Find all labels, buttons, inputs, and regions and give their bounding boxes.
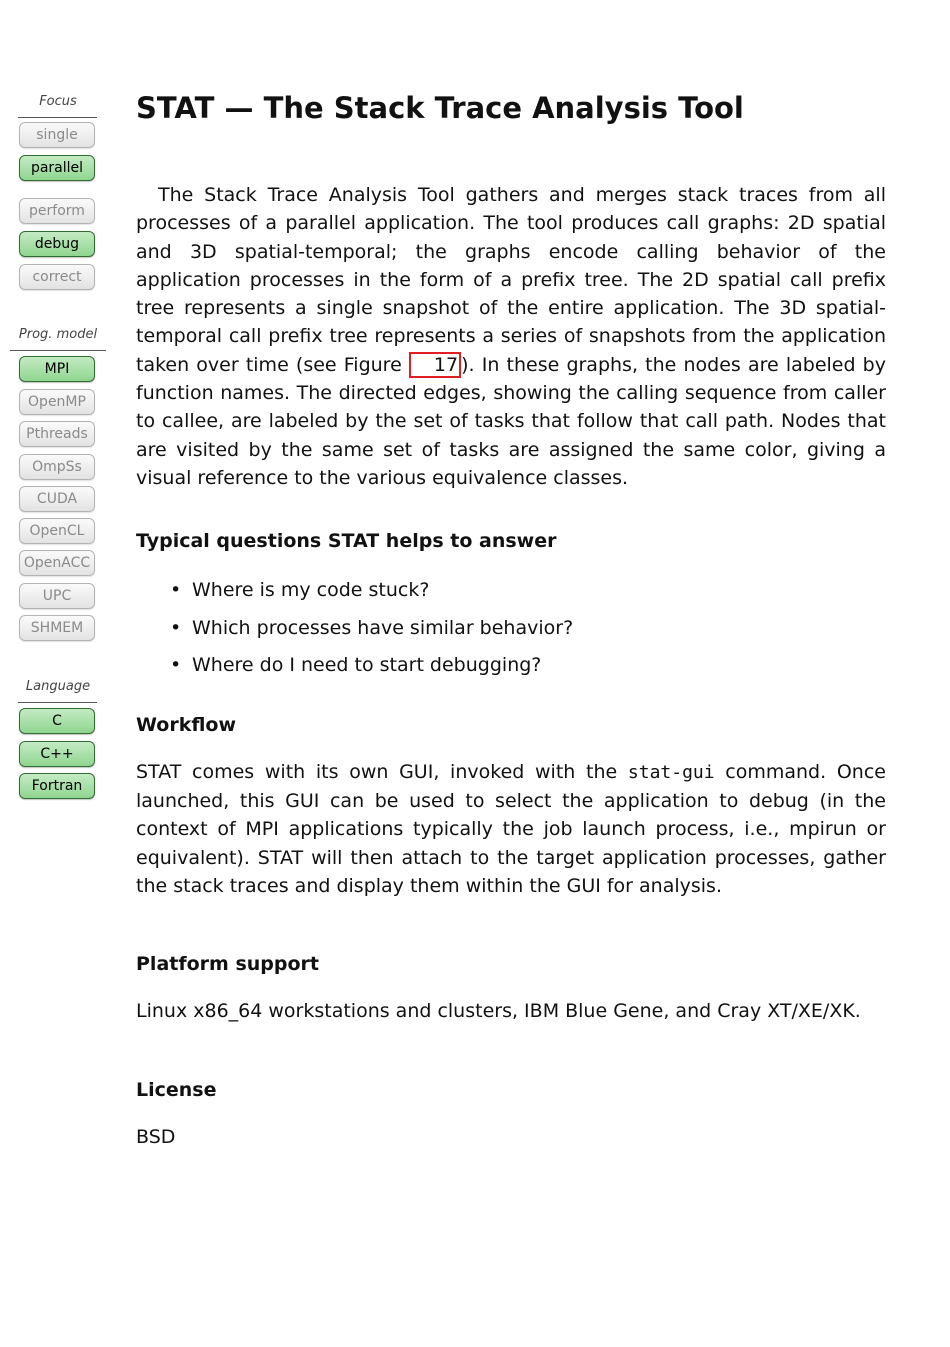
intro-paragraph	[136, 181, 886, 492]
license-heading: License	[136, 1078, 217, 1101]
tag-shmem[interactable]: SHMEM	[19, 615, 95, 641]
list-item-text: Where is my code stuck?	[192, 579, 430, 602]
tag-ompss[interactable]: OmpSs	[19, 454, 95, 480]
tag-cuda[interactable]: CUDA	[19, 486, 95, 512]
list-item	[136, 572, 886, 610]
list-item-text: Where do I need to start debugging?	[192, 654, 542, 677]
bullet-icon: •	[170, 654, 182, 677]
language-section-title: Language	[25, 679, 91, 694]
tag-cpp[interactable]: C++	[19, 741, 95, 767]
tag-pthreads[interactable]: Pthreads	[19, 421, 95, 447]
language-divider	[18, 702, 97, 703]
workflow-text-after: command. Once launched, this GUI can be used to select the application to debug (in the context of MPI applications typically the job launch process, i.e., mpirun or equivalent). STAT will then attach to the target application processes, gather the stack traces and display them within the GUI for analysis.	[136, 760, 886, 897]
workflow-heading: Workflow	[136, 713, 237, 736]
command-code: stat-gui	[627, 761, 715, 783]
tag-opencl[interactable]: OpenCL	[19, 518, 95, 544]
intro-text-before: The Stack Trace Analysis Tool gathers and merges stack traces from all processes of a parallel application. The tool produces call graphs: 2D spatial and 3D spatial-temporal; the graphs encode calling behavior of the application processes in the form of a prefix tree. The 2D spatial call prefix tree represents a single snapshot of the entire application. The 3D spatial-temporal call prefix tree represents a series of snapshots from the application taken over time (see Figure	[136, 184, 886, 376]
prog-model-section-title: Prog. model	[18, 327, 98, 342]
tag-debug[interactable]: debug	[19, 231, 95, 257]
tag-correct[interactable]: correct	[19, 264, 95, 290]
focus-section-title: Focus	[39, 94, 77, 109]
workflow-paragraph	[136, 758, 886, 900]
tag-openmp[interactable]: OpenMP	[19, 389, 95, 415]
list-item-text: Which processes have similar behavior?	[192, 616, 574, 639]
main-content	[136, 86, 886, 1151]
prog-model-divider	[10, 350, 106, 351]
workflow-text-before: STAT comes with its own GUI, invoked with the	[136, 760, 628, 783]
list-item	[136, 610, 886, 648]
list-item	[136, 647, 886, 685]
tag-mpi[interactable]: MPI	[19, 356, 95, 382]
bullet-icon: •	[170, 579, 182, 602]
tag-upc[interactable]: UPC	[19, 583, 95, 609]
intro-text-after: ). In these graphs, the nodes are labeled by function names. The directed edges, showing the calling sequence from caller to callee, are labeled by the set of tasks that follow that call path. Nodes that are visited by the same set of tasks are assigned the same color, giving a visual reference to the various equivalence classes.	[136, 353, 886, 489]
page-title: STAT — The Stack Trace Analysis Tool	[136, 91, 744, 125]
figure-ref-link[interactable]: 17	[409, 352, 461, 378]
tag-perform[interactable]: perform	[19, 198, 95, 224]
tag-fortran[interactable]: Fortran	[19, 773, 95, 799]
platform-text: Linux x86_64 workstations and clusters, IBM Blue Gene, and Cray XT/XE/XK.	[136, 1000, 861, 1023]
questions-heading: Typical questions STAT helps to answer	[136, 530, 557, 553]
tag-single[interactable]: single	[19, 122, 95, 148]
focus-divider	[18, 117, 97, 118]
bullet-icon: •	[170, 616, 182, 639]
tag-openacc[interactable]: OpenACC	[19, 550, 95, 576]
tag-c[interactable]: C	[19, 708, 95, 734]
tag-parallel[interactable]: parallel	[19, 155, 95, 181]
license-text: BSD	[136, 1125, 176, 1148]
platform-heading: Platform support	[136, 953, 319, 976]
questions-list	[136, 572, 886, 685]
